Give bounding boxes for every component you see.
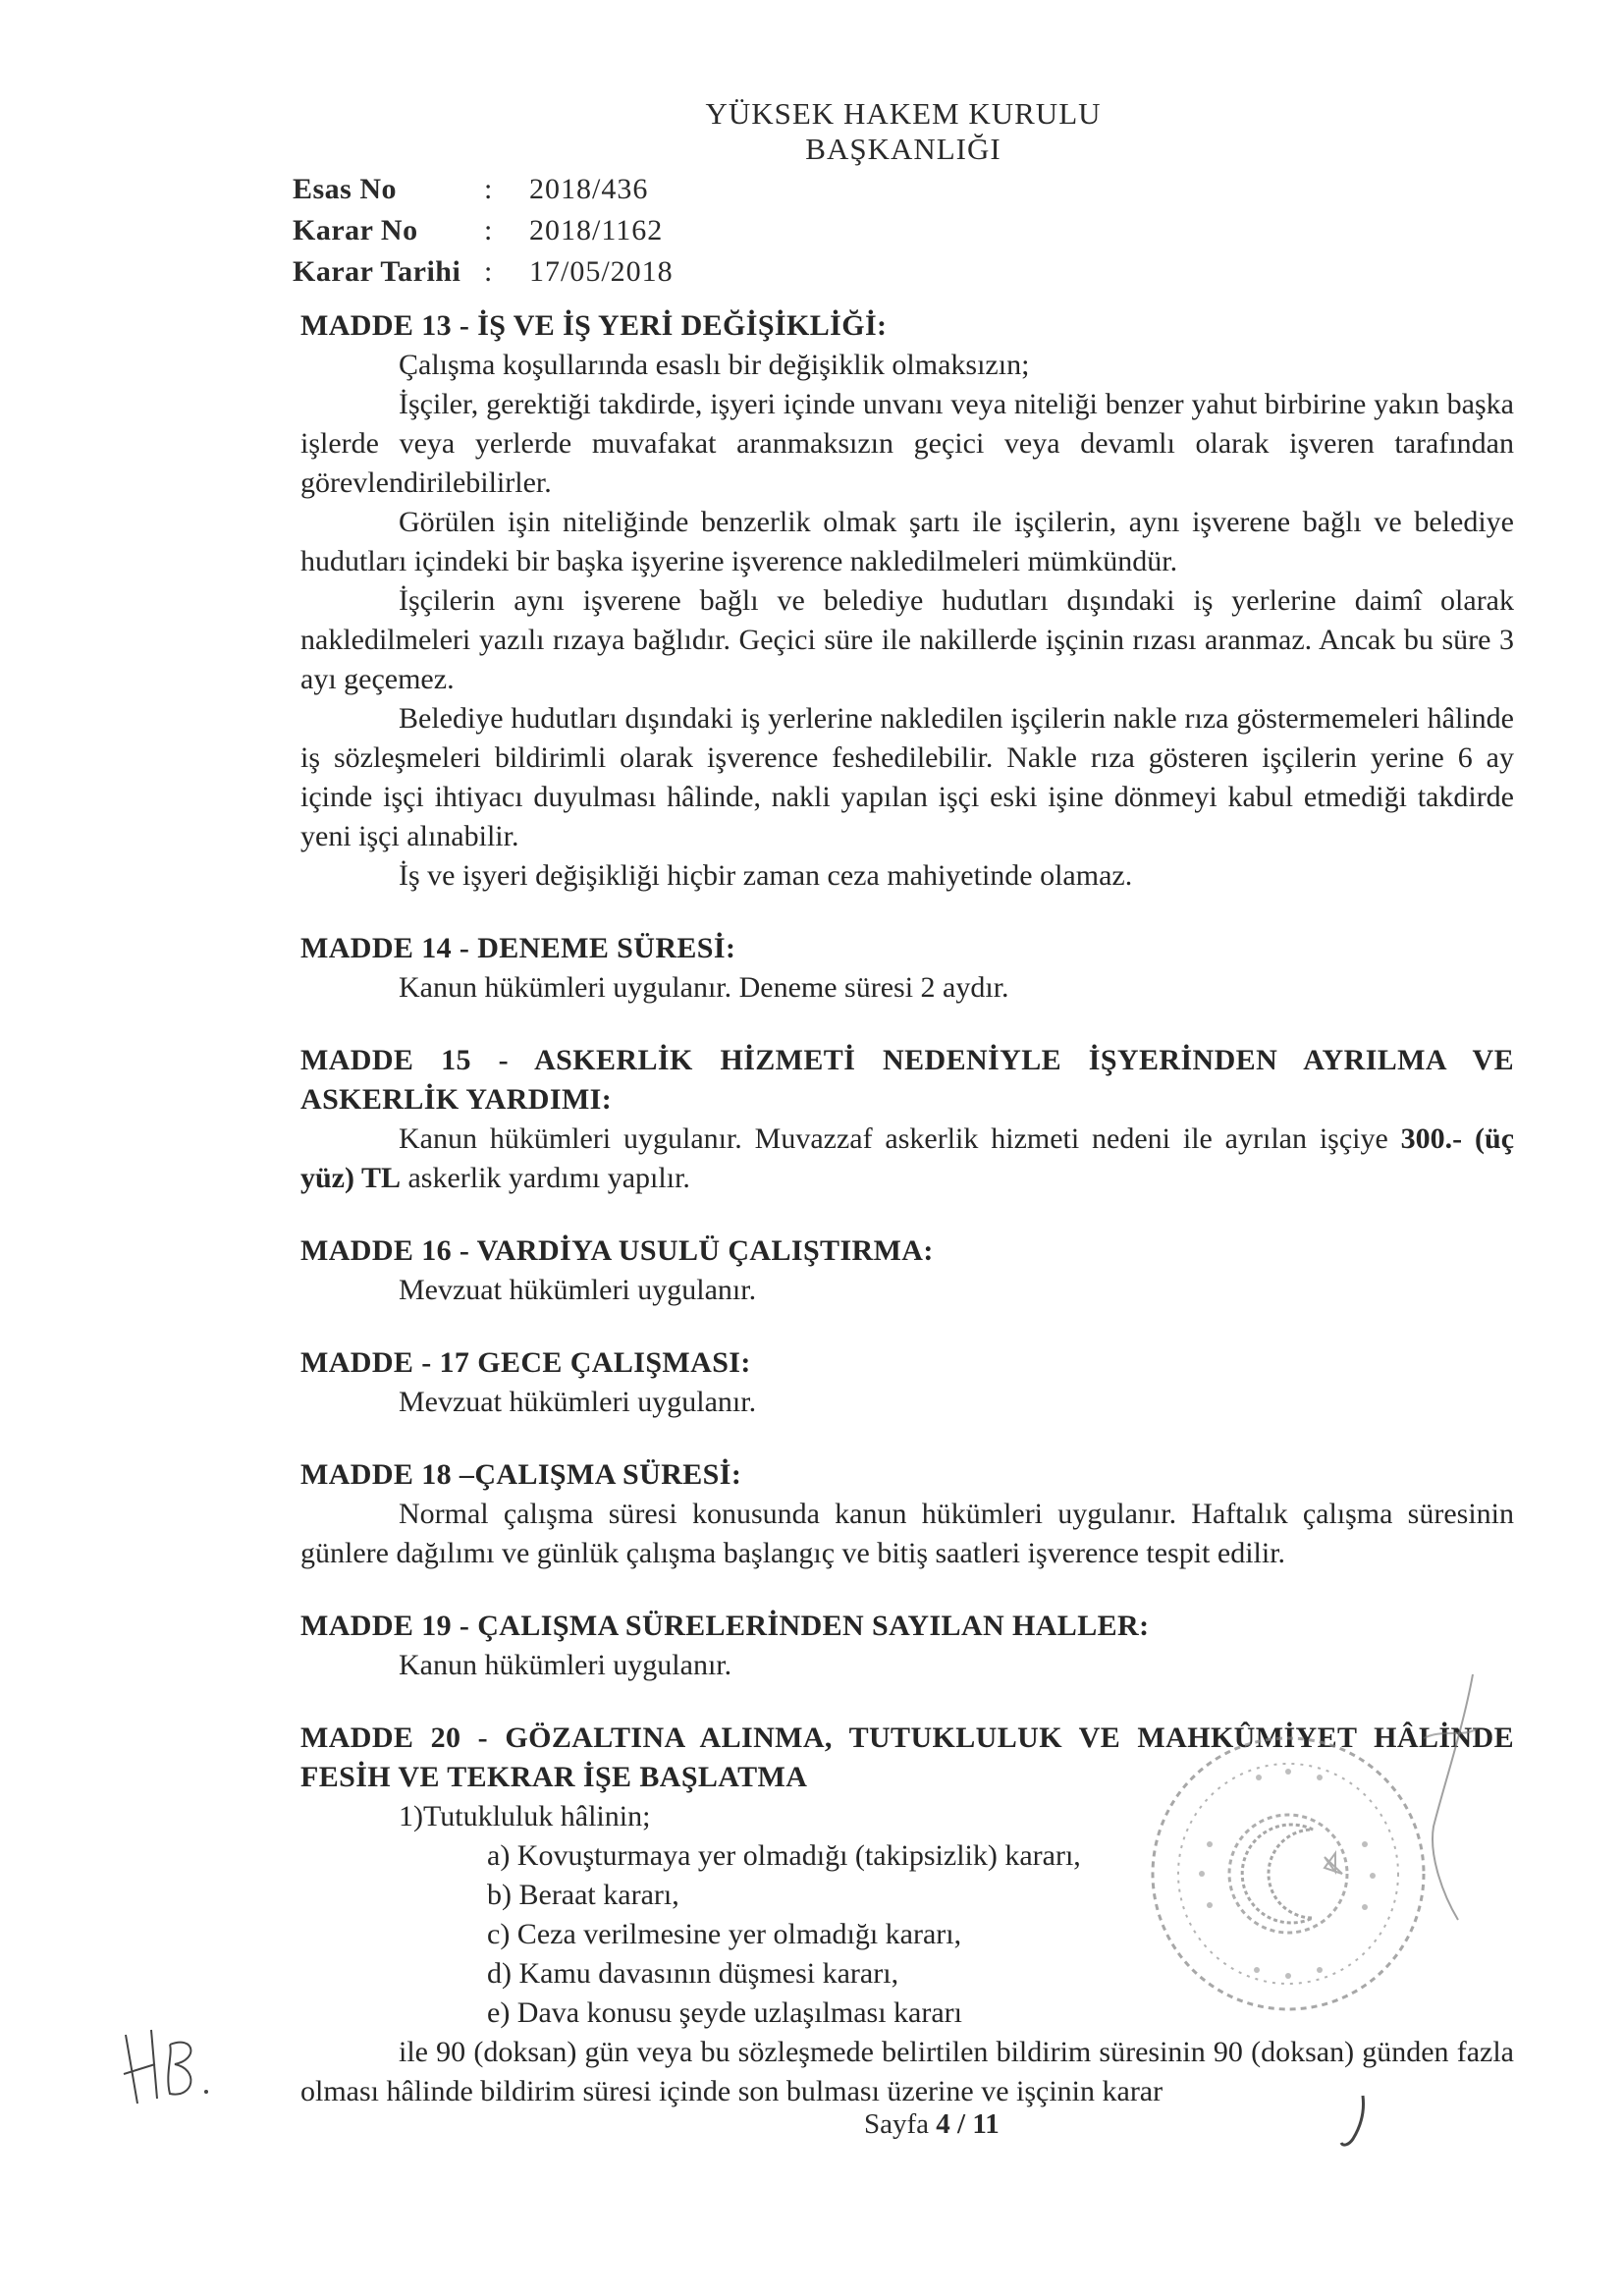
paragraph: Kanun hükümleri uygulanır. Deneme süresi 2 aydır. [399, 971, 1009, 1004]
paragraph: İşçiler, gerektiği takdirde, işyeri içinde unvanı veya niteliği benzer yahut birbirine yakın başka işlerde veya yerlerde muvafakat aranmaksızın geçici veya devamlı olarak işveren tarafından görevlendirilebilirler. [300, 388, 1514, 499]
article-19 [300, 1607, 1514, 1685]
signature-mark-icon [1404, 1669, 1492, 1925]
meta-label: Esas No [293, 173, 398, 205]
handwritten-initials-icon [116, 2015, 224, 2113]
aid-amount: 300.- [1400, 1122, 1463, 1155]
article-14 [300, 929, 1514, 1008]
page-separator: / [957, 2108, 966, 2140]
page-label: Sayfa [864, 2108, 930, 2140]
page-total: 11 [972, 2108, 1000, 2140]
article-heading: MADDE 19 - ÇALIŞMA SÜRELERİNDEN SAYILAN HALLER: [300, 1610, 1150, 1642]
meta-colon: : [484, 255, 493, 288]
list-intro: 1)Tutukluluk hâlinin; [399, 1800, 651, 1832]
list-item: e) Dava konusu şeyde uzlaşılması kararı [487, 1996, 962, 2029]
list-item: d) Kamu davasının düşmesi kararı, [487, 1957, 899, 1990]
paragraph: Belediye hudutları dışındaki iş yerlerine nakledilen işçilerin nakle rıza göstermemeleri hâlinde iş sözleşmeleri bildirimli olarak işverence feshedilebilir. Nakle rıza gösteren işçilerin yerine 6 ay içinde işçi ihtiyacı duyulması hâlinde, nakli yapılan işçi eski işine dönmeyi kabul etmediği takdirde yeni işçi alınabilir. [300, 702, 1514, 852]
paragraph: ile 90 (doksan) gün veya bu sözleşmede belirtilen bildirim süresinin 90 (doksan) günden fazla olması hâlinde bildirim süresi içinde son bulması üzerine ve işçinin karar [300, 2036, 1514, 2107]
meta-label: Karar No [293, 214, 418, 246]
paragraph: Normal çalışma süresi konusunda kanun hükümleri uygulanır. Haftalık çalışma süresinin günlere dağılımı ve günlük çalışma başlangıç ve bitiş saatleri işverence tespit edilir. [300, 1498, 1514, 1569]
paragraph: İşçilerin aynı işverene bağlı ve belediye hudutları dışındaki iş yerlerine daimî olarak nakledilmeleri yazılı rızaya bağlıdır. Geçici süre ile nakillerde işçinin rızası aranmaz. Ancak bu süre 3 ayı geçemez. [300, 584, 1514, 695]
paragraph-text: askerlik yardımı yapılır. [400, 1162, 690, 1194]
article-heading: MADDE 13 - İŞ VE İŞ YERİ DEĞİŞİKLİĞİ: [300, 309, 888, 342]
meta-colon: : [484, 173, 493, 205]
paragraph-text: Kanun hükümleri uygulanır. Muvazzaf askerlik hizmeti nedeni ile ayrılan işçiye [399, 1122, 1401, 1155]
meta-value: 17/05/2018 [529, 255, 674, 288]
meta-row-karar-no [293, 210, 674, 251]
paragraph: İş ve işyeri değişikliği hiçbir zaman ceza mahiyetinde olamaz. [399, 859, 1133, 892]
signature-mark-icon [1335, 2092, 1375, 2151]
meta-colon: : [484, 214, 493, 246]
issuing-authority [609, 96, 1198, 167]
page-current: 4 [936, 2108, 950, 2140]
list-item: c) Ceza verilmesine yer olmadığı kararı, [487, 1918, 962, 1950]
article-15 [300, 1041, 1514, 1198]
meta-value: 2018/436 [529, 173, 649, 205]
article-heading: MADDE - 17 GECE ÇALIŞMASI: [300, 1346, 751, 1379]
paragraph-text [1462, 1122, 1475, 1155]
article-heading: MADDE 15 - ASKERLİK HİZMETİ NEDENİYLE İŞYERİNDEN AYRILMA VE ASKERLİK YARDIMI: [300, 1044, 1514, 1116]
authority-name: YÜKSEK HAKEM KURULU [705, 96, 1102, 131]
article-heading: MADDE 20 - GÖZALTINA ALINMA, TUTUKLULUK VE MAHKÛMİYET HÂLİNDE FESİH VE TEKRAR İŞE BAŞLATMA [300, 1722, 1514, 1793]
paragraph [300, 1120, 1514, 1198]
article-18 [300, 1455, 1514, 1573]
meta-value: 2018/1162 [529, 214, 664, 246]
article-heading: MADDE 18 –ÇALIŞMA SÜRESİ: [300, 1458, 742, 1491]
paragraph: Mevzuat hükümleri uygulanır. [399, 1274, 757, 1306]
case-metadata [293, 169, 674, 293]
article-17 [300, 1343, 1514, 1422]
article-13 [300, 306, 1514, 896]
paragraph: Kanun hükümleri uygulanır. [399, 1649, 732, 1681]
paragraph: Çalışma koşullarında esaslı bir değişiklik olmaksızın; [399, 349, 1030, 381]
article-16 [300, 1231, 1514, 1310]
paragraph: Görülen işin niteliğinde benzerlik olmak şartı ile işçilerin, aynı işverene bağlı ve belediye hudutları içindeki bir başka işyerine işverence nakledilmeleri mümkündür. [300, 506, 1514, 577]
meta-row-karar-tarihi [293, 251, 674, 293]
aid-amount-words: (üç yüz) TL [300, 1122, 1515, 1194]
meta-label: Karar Tarihi [293, 255, 461, 288]
paragraph: Mevzuat hükümleri uygulanır. [399, 1386, 757, 1418]
authority-office: BAŞKANLIĞI [805, 132, 1001, 166]
article-heading: MADDE 14 - DENEME SÜRESİ: [300, 932, 736, 964]
article-heading: MADDE 16 - VARDİYA USULÜ ÇALIŞTIRMA: [300, 1234, 934, 1267]
official-seal-stamp-icon [1141, 1726, 1435, 2021]
meta-row-esas-no [293, 169, 674, 210]
page-number [864, 2108, 1000, 2141]
list-item: a) Kovuşturmaya yer olmadığı (takipsizlik) kararı, [487, 1839, 1081, 1872]
list-item: b) Beraat kararı, [487, 1879, 679, 1911]
